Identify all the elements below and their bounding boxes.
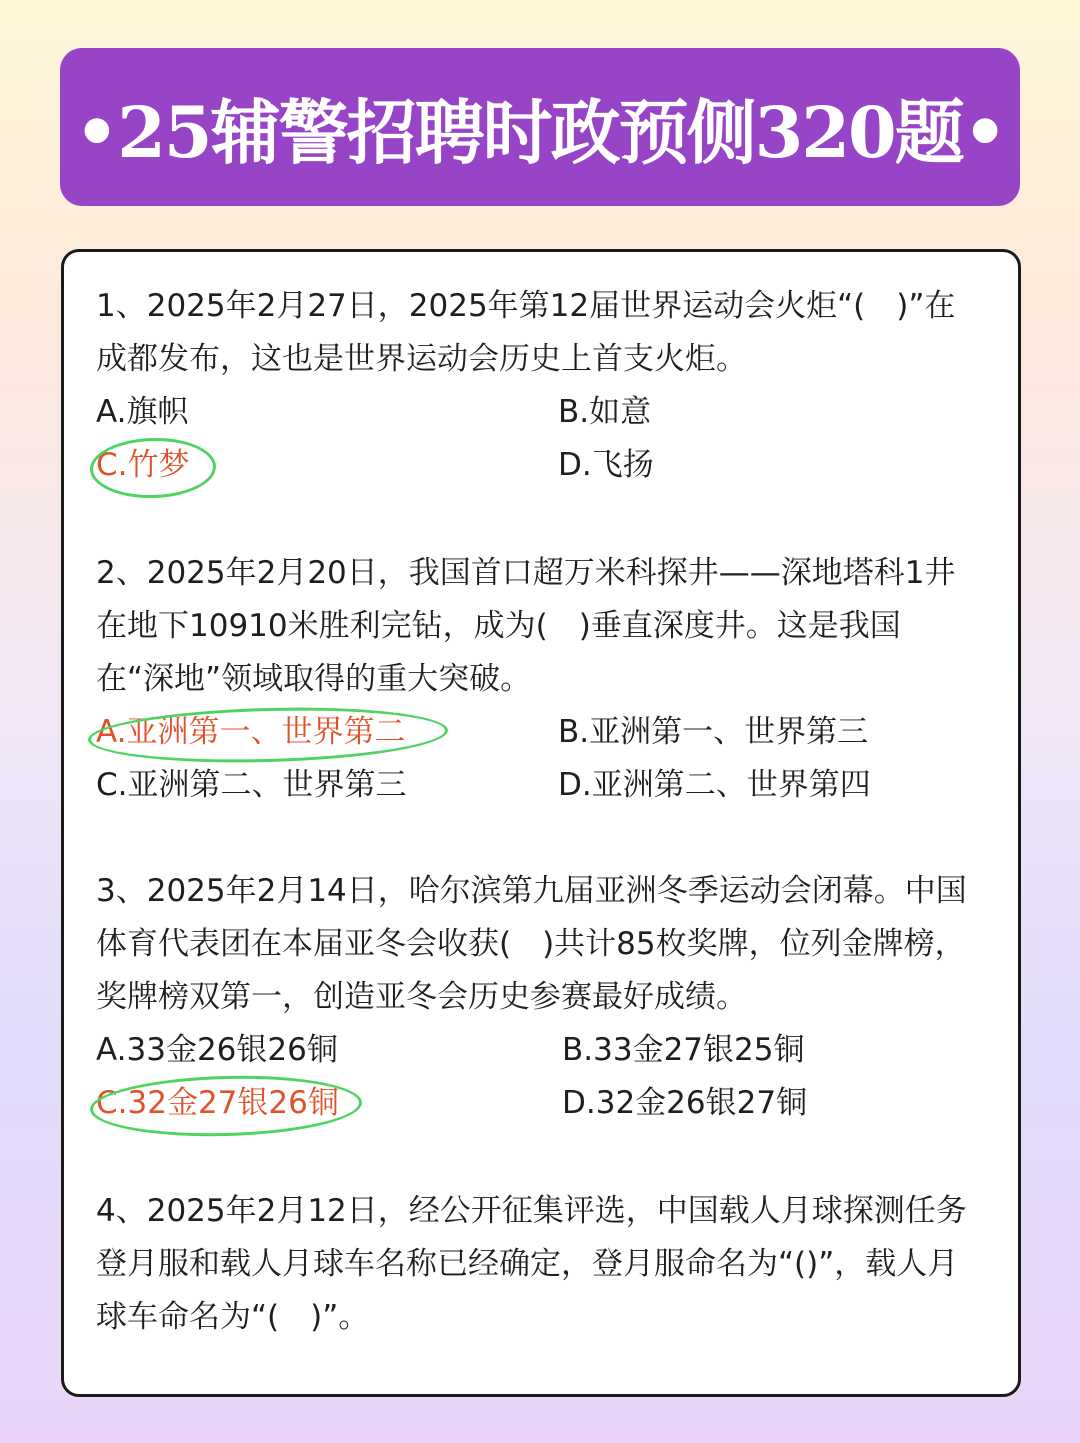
question-2-text: 2、2025年2月20日，我国首口超万米科探井——深地塔科1井在地下10910米胜利完钻，成为( )垂直深度井。这是我国在“深地”领域取得的重大突破。 [96,555,956,697]
question-3-text: 3、2025年2月14日，哈尔滨第九届亚洲冬季运动会闭幕。中国体育代表团在本届亚冬会收获( )共计85枚奖牌，位列金牌榜，奖牌榜双第一，创造亚冬会历史参赛最好成绩。 [96,873,967,1015]
question-3-option-a: A.33金26银26铜 [96,1032,338,1068]
question-1-option-d: D.飞扬 [558,447,654,483]
question-1-option-a: A.旗帜 [96,394,189,430]
question-3-option-b: B.33金27银25铜 [562,1032,805,1068]
question-1-text: 1、2025年2月27日，2025年第12届世界运动会火炬“( )”在成都发布，这也是世界运动会历史上首支火炬。 [96,288,956,377]
question-2-option-d: D.亚洲第二、世界第四 [558,767,871,803]
question-1-option-c: C.竹梦 [96,447,190,483]
question-1-option-b: B.如意 [558,394,652,430]
question-card [61,249,1021,1397]
question-3-option-d: D.32金26银27铜 [562,1085,808,1121]
page-title: •25辅警招聘时政预侧320题• [74,90,1006,174]
question-3-option-c: C.32金27银26铜 [96,1085,339,1121]
title-banner [60,48,1020,206]
question-2-option-a: A.亚洲第一、世界第二 [96,714,406,750]
question-2-option-c: C.亚洲第二、世界第三 [96,767,407,803]
question-2-option-b: B.亚洲第一、世界第三 [558,714,869,750]
question-4-text: 4、2025年2月12日，经公开征集评选，中国载人月球探测任务登月服和载人月球车名称已经确定，登月服命名为“()”，载人月球车命名为“( )”。 [96,1193,967,1335]
